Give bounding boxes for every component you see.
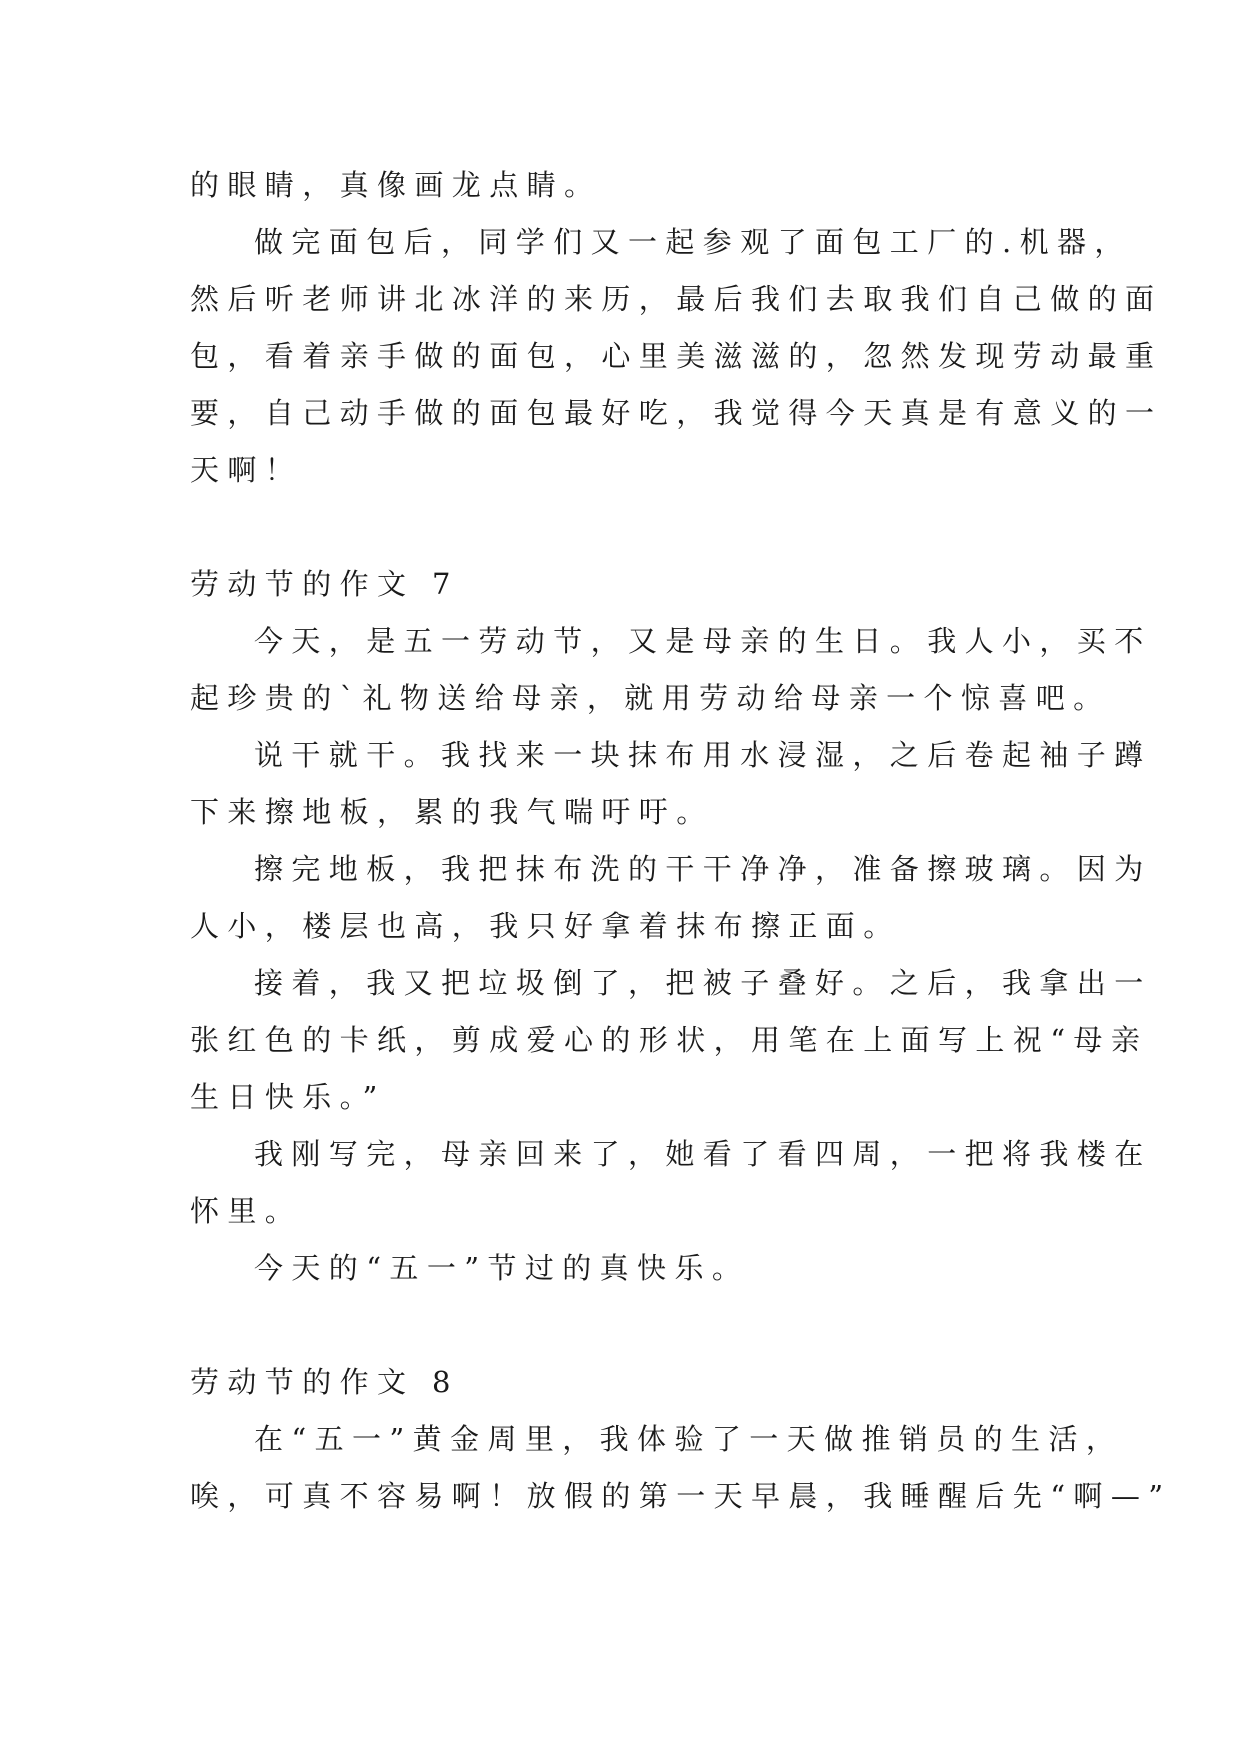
paragraph-line: 人小，楼层也高，我只好拿着抹布擦正面。: [190, 909, 901, 943]
paragraph-line: 今天的“五一”节过的真快乐。: [254, 1251, 750, 1285]
paragraph-line: 接着，我又把垃圾倒了，把被子叠好。之后，我拿出一: [254, 966, 1152, 1000]
paragraph-line: 要，自己动手做的面包最好吃，我觉得今天真是有意义的一: [190, 396, 1163, 430]
paragraph-line: 我刚写完，母亲回来了，她看了看四周，一把将我楼在: [254, 1137, 1152, 1171]
section-heading: 劳动节的作文 7: [190, 567, 459, 601]
paragraph-line: 的眼睛，真像画龙点睛。: [190, 168, 602, 202]
paragraph-line: 天啊！: [190, 453, 303, 487]
paragraph-line: 起珍贵的`礼物送给母亲，就用劳动给母亲一个惊喜吧。: [190, 681, 1111, 715]
paragraph-line: 生日快乐。”: [190, 1080, 386, 1114]
paragraph-line: 张红色的卡纸，剪成爱心的形状，用笔在上面写上祝“母亲: [190, 1023, 1149, 1057]
paragraph-line: 包，看着亲手做的面包，心里美滋滋的，忽然发现劳动最重: [190, 339, 1163, 373]
paragraph-line: 怀里。: [190, 1194, 303, 1228]
paragraph-line: 今天，是五一劳动节，又是母亲的生日。我人小，买不: [254, 624, 1152, 658]
paragraph-line: 擦完地板，我把抹布洗的干干净净，准备擦玻璃。因为: [254, 852, 1152, 886]
section-heading: 劳动节的作文 8: [190, 1365, 459, 1399]
paragraph-line: 然后听老师讲北冰洋的来历，最后我们去取我们自己做的面: [190, 282, 1163, 316]
paragraph-line: 唉，可真不容易啊！放假的第一天早晨，我睡醒后先“啊—”: [190, 1479, 1172, 1513]
paragraph-line: 下来擦地板，累的我气喘吁吁。: [190, 795, 714, 829]
paragraph-line: 做完面包后，同学们又一起参观了面包工厂的.机器，: [254, 225, 1132, 259]
paragraph-line: 说干就干。我找来一块抹布用水浸湿，之后卷起袖子蹲: [254, 738, 1152, 772]
paragraph-line: 在“五一”黄金周里，我体验了一天做推销员的生活，: [254, 1422, 1124, 1456]
